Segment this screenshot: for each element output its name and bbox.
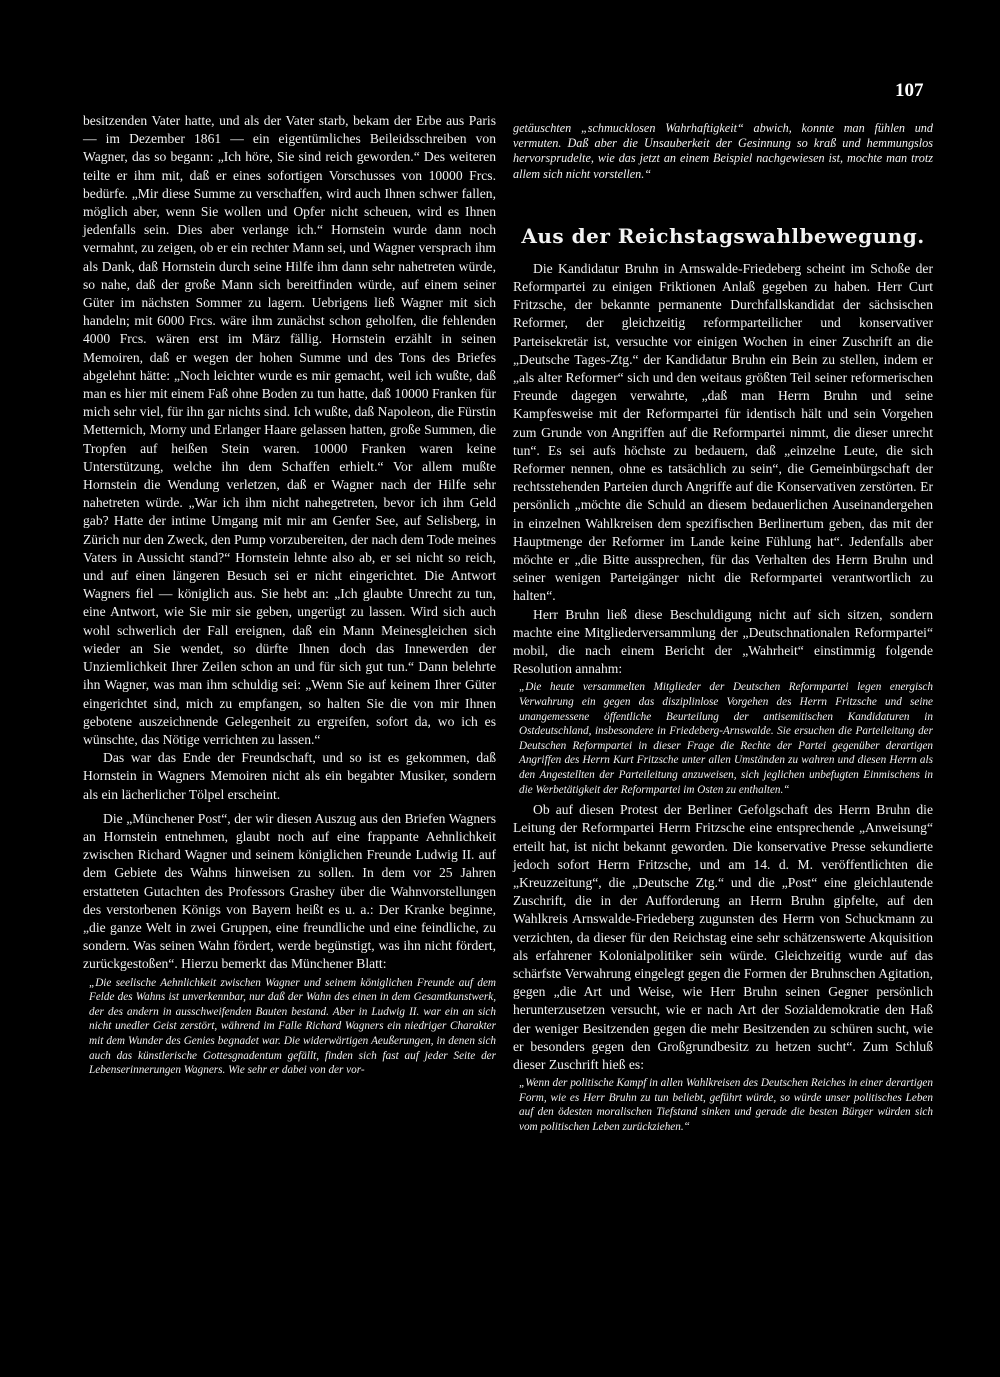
section-headline: Aus der Reichstagswahlbewegung. <box>521 223 925 248</box>
block-quote: „Wenn der politische Kampf in allen Wahlkreisen des Deutschen Reiches in einer derartigen Form, wie es Herr Bruhn zu tun beliebt, geführt würde, so würde unser politisches Leben auf den ödesten moralischen Tiefstand sinken und gerade die besten Bürger würden sich vom politischen Leben zurückziehen.“ <box>519 1077 933 1134</box>
paragraph: Ob auf diesen Protest der Berliner Gefolgschaft des Herrn Bruhn die Leitung der Reformpartei Herrn Fritzsche eine entsprechende „Anweisung“ erteilt hat, ist nicht bekannt geworden. Die konservative Presse sekundierte jedoch sofort Herrn Fritzsche, und am 14. d. M. veröffentlichten die „Kreuzzeitung“, die „Deutsche Ztg.“ und die „Post“ eine gleichlautende Zuschrift, die in der Aufforderung an Herrn Bruhn gipfelte, auf den Wahlkreis Arnswalde-Friedeberg zugunsten des Herrn von Schuckmann zu verzichten, da dieser für den Reichstag eine sehr schätzenswerte Akquisition als erfahrener Kolonialpolitiker sein würde. Gleichzeitig wurde auf das schärfste Verwahrung eingelegt gegen die Formen der Bruhnschen Agitation, gegen „die Art und Weise, wie Herr Bruhn seinen Gegner persönlich herunterzusetzen versucht, wie er nach Art der Sozialdemokratie den Haß der weniger Besitzenden gegen die mehr Besitzenden zu schüren sucht, wie er besonders gegen den Großgrundbesitz zu hetzen sucht“. Zum Schluß dieser Zuschrift hieß es: <box>513 802 933 1073</box>
paragraph: Die Kandidatur Bruhn in Arnswalde-Friedeberg scheint im Schoße der Reformpartei zu einigen Friktionen Anlaß gegeben zu haben. Herr Curt Fritzsche, der bekannte permanente Durchfallskandidat der sächsischen Reformer, der gleichzeitig reformparteilicher und konservativer Parteisekretär ist, versuchte vor einigen Wochen in einer Zuschrift an die „Deutsche Tages-Ztg.“ der Kandidatur Bruhn ein Bein zu stellen, indem er „als alter Reformer“ sich und den weitaus größten Teil seiner reformerischen Freunde dagegen verwahrte, „daß man Herrn Bruhn und seine Kampfesweise mit der Reformpartei für identisch hält und sein Vorgehen zum Grunde von Angriffen auf die Reformpartei nimmt, die dieser unrecht tun“. Es sei aufs höchste zu bedauern, daß „einzelne Leute, die sich Reformer nennen, ohne es tatsächlich zu sein“, die Gemeinbürgschaft der rechtsstehenden Parteien durch Angriffe auf die Konservativen zerstörten. Er persönlich „möchte die Schuld an diesem bedauerlichen Auseinandergehen in einzelnen Wahlkreisen dem spezifischen Berlinertum geben, das mit der Hauptmenge der Reformer im Lande keine Fühlung hat“. Jedenfalls aber möchte er „die Bitte aussprechen, für das Verhalten des Herrn Bruhn und seiner wenigen Parteigänger nicht die Reformpartei verantwortlich zu halten“. <box>513 260 933 604</box>
page-number: 107 <box>895 80 924 101</box>
block-quote: getäuschten „schmucklosen Wahrhaftigkeit“ abwich, konnte man fühlen und vermuten. Daß aber die Unsauberkeit der Gesinnung so kraß und hemmungslos hervorsprudelte, wie das jetzt an einem Beispiel nachgewiesen ist, mochte man trotz allem sich nicht vorstellen.“ <box>513 121 933 181</box>
paragraph: Das war das Ende der Freundschaft, und so ist es gekommen, daß Hornstein in Wagners Memoiren nicht als ein begabter Musiker, sondern als ein lächerlicher Tölpel erscheint. <box>83 750 496 802</box>
paragraph: besitzenden Vater hatte, und als der Vater starb, bekam der Erbe aus Paris — im Dezember 1861 — ein eigentümliches Beileidsschreiben von Wagner, das so begann: „Ich höre, Sie sind reich geworden.“ Des weiteren teilte er ihm mit, daß er eines sofortigen Vorschusses von 10000 Frcs. bedürfe. „Mir diese Summe zu verschaffen, wird auch Ihnen schwer fallen, möglich aber, wenn Sie wollen und Opfer nicht scheuen, wird es Ihnen jedenfalls sein. Dies aber verlange ich.“ Hornstein wurde dann noch vermahnt, zu zeigen, ob er ein rechter Mann sei, und Wagner versprach ihm als Dank, daß Hornstein durch seine Hilfe ihm dann sehr nahetreten würde, so nahe, daß der große Mann sich bereitfinden würde, auf einem seiner Güter im nächsten Sommer zu lagern. Uebrigens ließ Wagner mit sich handeln; mit 6000 Frcs. wäre ihm zunächst schon geholfen, die fehlenden 4000 Frcs. wären erst im März fällig. Hornstein erzählt in seinen Memoiren, daß er wegen der hohen Summe und des Tons des Briefes abgelehnt hätte: „Noch leichter wurde es mir gemacht, weil ich wußte, daß man es hier mit einem Faß ohne Boden zu tun hatte, daß 10000 Franken für mich sehr viel, für ihn gar nichts sind. Ich wußte, daß Napoleon, die Fürstin Metternich, Morny und Erlanger Haare gelassen hatten, große Summen, die Tropfen auf heißen Stein waren. 10000 Franken waren keine Unterstützung, welche ihn dem Schaffen erhielt.“ Vor allem mußte Hornstein die Wendung verletzen, daß er Wagner nach der Hilfe sehr nahetreten würde. „War ich ihm nicht nahegetreten, bevor ich ihm Geld gab? Hatte der intime Umgang mit mir am Genfer See, auf Selisberg, in Zürich nur den Zweck, den Pump vorzubereiten, der nach dem Tode meines Vaters in Aussicht stand?“ Hornstein lehnte also ab, er sei nicht so reich, und auf einen längeren Besuch sei er nicht eingerichtet. Die Antwort Wagners fiel — königlich aus. Sie hebt an: „Ich glaubte Unrecht zu tun, eine Antwort, wie Sie mir sie geben, ungerügt zu lassen. Wird sich auch wohl schwerlich der Fall ereignen, daß ein Mann Meinesgleichen sich wieder an Sie wendet, so dürfte Ihnen doch das Innewerden der Unziemlichkeit Ihrer Zeilen schon an und für sich gut tun.“ Dann belehrte ihn Wagner, was man ihm schuldig sei: „Wenn Sie auf keinem Ihrer Güter eingerichtet sind, mich zu empfangen, so halten Sie die von mir Ihnen gebotene auszeichnende Gelegenheit zu ergreifen, sofort da, wo ich es wünschte, das Nötige verrichten zu lassen.“ <box>83 113 496 747</box>
block-quote: „Die seelische Aehnlichkeit zwischen Wagner und seinem königlichen Freunde auf dem Felde des Wahns ist unverkennbar, nur daß der Wahn des einen in dem Gesamtkunstwerk, der des andern in ausschweifenden Bauten bestand. Aber in Ludwig II. war ein an sich nicht unedler Geist zerstört, während im Falle Richard Wagners ein niedriger Charakter mit dem Wunder des Genies begnadet war. Die widerwärtigen Aeußerungen, in denen sich auch das künstlerische Gottesgnadentum gefällt, finden sich fast auf jeder Seite der Lebenserinnerungen Wagners. Wie sehr er dabei von der vor- <box>89 976 496 1077</box>
paragraph: Herr Bruhn ließ diese Beschuldigung nicht auf sich sitzen, sondern machte eine Mitgliederversammlung der „Deutschnationalen Reformpartei“ mobil, die nach einem Bericht der „Wahrheit“ einstimmig folgende Resolution annahm: <box>513 606 933 677</box>
left-column <box>83 112 496 1082</box>
block-quote: „Die heute versammelten Mitglieder der Deutschen Reformpartei legen energisch Verwahrung ein gegen das disziplinlose Vorgehen des Herrn Fritzsche und seine unangemessene öffentliche Beurteilung der antisemitischen Kandidaturen in Ostdeutschland, insbesondere in Friedeberg-Arnswalde. Sie ersuchen die Parteileitung der Deutschen Reformpartei in dieser Frage die Rechte der Partei gegenüber derartigen Angriffen des Herrn Kurt Fritzsche unter allen Umständen zu wahren und diesen Herrn als den Angestellten der Parteileitung anzuweisen, sich jeglichen unbefugten Einmischens in die Werbetätigkeit der Reformpartei im Osten zu enthalten.“ <box>519 681 933 796</box>
paragraph: Die „Münchener Post“, der wir diesen Auszug aus den Briefen Wagners an Hornstein entnehmen, glaubt noch auf eine frappante Aehnlichkeit zwischen Richard Wagner und seinem königlichen Freunde Ludwig II. auf dem Gebiete des Wahns hinweisen zu sollen. In dem vor 25 Jahren erstatteten Gutachten des Professors Grashey über die Wahnvorstellungen des verstorbenen Königs von Bayern heißt es u. a.: Der Kranke beginne, „die ganze Welt in zwei Gruppen, eine freundliche und eine feindliche, zu sondern. Was seinen Wahn fördert, werde begünstigt, was ihn nicht fördert, zurückgestoßen“. Hierzu bemerkt das Münchener Blatt: <box>83 810 496 972</box>
right-column <box>513 119 933 1139</box>
